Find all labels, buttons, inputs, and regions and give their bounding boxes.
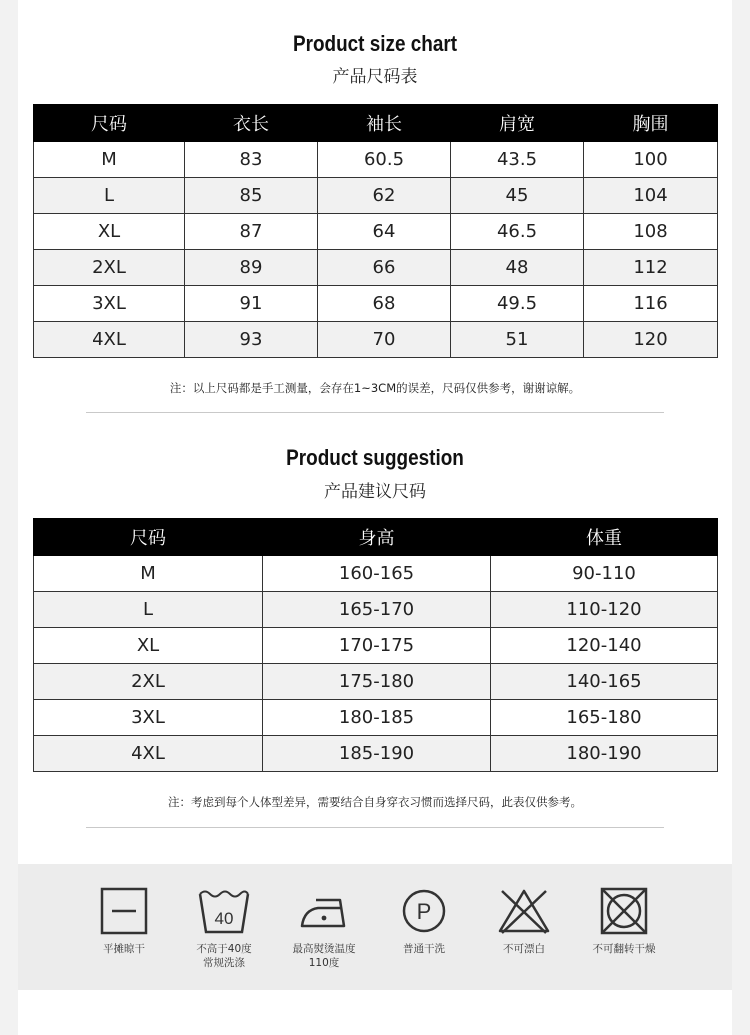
table-cell: 2XL bbox=[34, 250, 185, 286]
table-cell: 60.5 bbox=[318, 142, 451, 178]
table-cell: XL bbox=[34, 214, 185, 250]
table-cell: 112 bbox=[584, 250, 718, 286]
dry-clean-p-icon bbox=[399, 886, 449, 936]
suggestion-table bbox=[33, 518, 718, 772]
header-weight: 体重 bbox=[491, 519, 718, 556]
suggestion-title-zh: 产品建议尺码 bbox=[324, 482, 426, 502]
care-label: 不可漂白 bbox=[503, 943, 545, 955]
table-cell: 165-170 bbox=[263, 592, 491, 628]
table-cell: 85 bbox=[185, 178, 318, 214]
care-label: 不高于40度 bbox=[196, 943, 252, 955]
care-label-line2: 110度 bbox=[308, 957, 340, 969]
table-row bbox=[34, 592, 718, 628]
table-cell: 64 bbox=[318, 214, 451, 250]
size-chart-table bbox=[33, 104, 718, 358]
wash-temperature-symbol: 40 bbox=[214, 909, 234, 928]
iron-icon bbox=[296, 886, 352, 936]
size-chart-title-zh: 产品尺码表 bbox=[332, 67, 418, 87]
dry-flat-icon bbox=[99, 886, 149, 936]
care-item-dry-clean bbox=[374, 886, 474, 956]
table-row bbox=[34, 628, 718, 664]
table-cell: 89 bbox=[185, 250, 318, 286]
table-cell: 165-180 bbox=[491, 700, 718, 736]
section-divider bbox=[86, 827, 664, 828]
table-row bbox=[34, 250, 718, 286]
table-cell: 51 bbox=[451, 322, 584, 358]
table-cell: L bbox=[34, 592, 263, 628]
table-cell: 43.5 bbox=[451, 142, 584, 178]
right-margin-strip bbox=[732, 0, 750, 1035]
size-chart-header-row bbox=[34, 105, 718, 142]
care-label: 最高熨烫温度 bbox=[292, 943, 356, 955]
table-cell: 83 bbox=[185, 142, 318, 178]
table-row bbox=[34, 736, 718, 772]
table-cell: 87 bbox=[185, 214, 318, 250]
table-cell: 48 bbox=[451, 250, 584, 286]
suggestion-note: 注：考虑到每个人体型差异，需要结合自身穿衣习惯而选择尺码，此表仅供参考。 bbox=[168, 795, 582, 809]
care-label: 不可翻转干燥 bbox=[592, 943, 656, 955]
table-cell: 140-165 bbox=[491, 664, 718, 700]
care-label-line2: 常规洗涤 bbox=[203, 957, 245, 969]
table-cell: 49.5 bbox=[451, 286, 584, 322]
table-cell: 46.5 bbox=[451, 214, 584, 250]
table-cell: 100 bbox=[584, 142, 718, 178]
header-size: 尺码 bbox=[34, 105, 185, 142]
size-chart-title-en: Product size chart bbox=[292, 31, 458, 56]
table-cell: 185-190 bbox=[263, 736, 491, 772]
table-row bbox=[34, 142, 718, 178]
care-label: 普通干洗 bbox=[403, 943, 445, 955]
table-cell: 45 bbox=[451, 178, 584, 214]
suggestion-header-row bbox=[34, 519, 718, 556]
table-row bbox=[34, 286, 718, 322]
table-cell: 180-190 bbox=[491, 736, 718, 772]
table-cell: L bbox=[34, 178, 185, 214]
table-row bbox=[34, 700, 718, 736]
no-tumble-dry-icon bbox=[599, 886, 649, 936]
table-cell: M bbox=[34, 142, 185, 178]
table-cell: 180-185 bbox=[263, 700, 491, 736]
table-row bbox=[34, 322, 718, 358]
size-chart-note: 注：以上尺码都是手工测量，会存在1~3CM的误差，尺码仅供参考，谢谢谅解。 bbox=[169, 381, 581, 395]
header-sleeve: 袖长 bbox=[318, 105, 451, 142]
table-cell: 4XL bbox=[34, 322, 185, 358]
table-cell: 170-175 bbox=[263, 628, 491, 664]
table-row bbox=[34, 556, 718, 592]
table-cell: 116 bbox=[584, 286, 718, 322]
table-cell: 120 bbox=[584, 322, 718, 358]
wash-40-icon bbox=[196, 886, 252, 936]
table-cell: 66 bbox=[318, 250, 451, 286]
table-cell: XL bbox=[34, 628, 263, 664]
table-cell: M bbox=[34, 556, 263, 592]
no-bleach-icon bbox=[496, 886, 552, 936]
table-cell: 104 bbox=[584, 178, 718, 214]
table-cell: 3XL bbox=[34, 286, 185, 322]
left-margin-strip bbox=[0, 0, 18, 1035]
table-cell: 2XL bbox=[34, 664, 263, 700]
table-row bbox=[34, 178, 718, 214]
care-item-wash-40 bbox=[174, 886, 274, 970]
header-shoulder: 肩宽 bbox=[451, 105, 584, 142]
table-cell: 62 bbox=[318, 178, 451, 214]
table-cell: 91 bbox=[185, 286, 318, 322]
header-size: 尺码 bbox=[34, 519, 263, 556]
table-cell: 160-165 bbox=[263, 556, 491, 592]
table-cell: 110-120 bbox=[491, 592, 718, 628]
header-height: 身高 bbox=[263, 519, 491, 556]
care-label: 平摊晾干 bbox=[103, 943, 145, 955]
table-cell: 93 bbox=[185, 322, 318, 358]
table-cell: 3XL bbox=[34, 700, 263, 736]
care-item-no-bleach bbox=[474, 886, 574, 956]
care-item-dry-flat bbox=[74, 886, 174, 956]
section-divider bbox=[86, 412, 664, 413]
table-row bbox=[34, 214, 718, 250]
care-item-iron bbox=[274, 886, 374, 970]
suggestion-title-en: Product suggestion bbox=[286, 445, 464, 470]
table-cell: 90-110 bbox=[491, 556, 718, 592]
table-row bbox=[34, 664, 718, 700]
table-cell: 68 bbox=[318, 286, 451, 322]
header-chest: 胸围 bbox=[584, 105, 718, 142]
table-cell: 4XL bbox=[34, 736, 263, 772]
header-length: 衣长 bbox=[185, 105, 318, 142]
table-cell: 120-140 bbox=[491, 628, 718, 664]
dry-clean-symbol: P bbox=[416, 899, 432, 924]
table-cell: 175-180 bbox=[263, 664, 491, 700]
table-cell: 70 bbox=[318, 322, 451, 358]
care-item-no-tumble-dry bbox=[574, 886, 674, 956]
table-cell: 108 bbox=[584, 214, 718, 250]
